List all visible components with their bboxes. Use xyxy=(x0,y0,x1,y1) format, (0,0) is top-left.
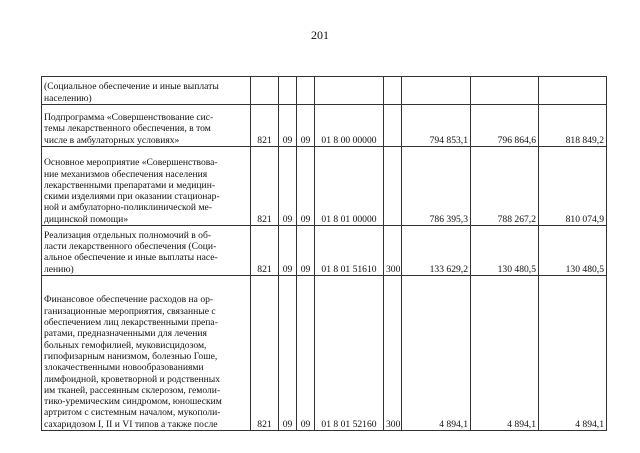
subsection-code-cell: 09 xyxy=(297,226,315,276)
amount-year2-cell: 796 864,6 xyxy=(471,105,539,147)
amount-year1-cell: 133 629,2 xyxy=(402,226,471,276)
item-name-line: дицинской помощи» xyxy=(44,213,129,225)
item-name-line: гипофизарным нанизмом, болезнью Гоше, xyxy=(44,350,218,362)
target-article-cell xyxy=(315,77,384,105)
item-name-line: Финансовое обеспечение расходов на ор- xyxy=(44,294,214,306)
item-name-line: обеспечением лиц лекарственными препа- xyxy=(44,317,218,329)
item-name-line: им тканей, рассеянным склерозом, гемоли- xyxy=(44,384,221,396)
admin-code-cell: 821 xyxy=(251,276,279,431)
amount-year1-cell: 794 853,1 xyxy=(402,105,471,147)
item-name-line: артритом с системным началом, мукополи- xyxy=(44,407,221,419)
item-name-line: Подпрограмма «Совершенствование сис- xyxy=(44,112,214,124)
table-row xyxy=(42,105,607,147)
target-article-cell: 01 8 01 00000 xyxy=(315,147,384,226)
item-name-line: лимфоидной, кроветворной и родственных xyxy=(44,373,221,385)
amount-year2-cell: 788 267,2 xyxy=(471,147,539,226)
amount-year2-cell: 130 480,5 xyxy=(471,226,539,276)
subsection-code-cell: 09 xyxy=(297,276,315,431)
amount-year3-cell xyxy=(539,77,607,105)
amount-year3-cell: 130 480,5 xyxy=(539,226,607,276)
admin-code-cell: 821 xyxy=(251,147,279,226)
admin-code-cell: 821 xyxy=(251,105,279,147)
item-name-line: альное обеспечение и иные выплаты насе- xyxy=(44,252,218,264)
item-name-line: ратами, предназначенными для лечения xyxy=(44,328,207,340)
target-article-cell: 01 8 01 51610 xyxy=(315,226,384,276)
expense-type-cell: 300 xyxy=(384,276,402,431)
item-name-cell xyxy=(42,226,251,276)
target-article-cell: 01 8 00 00000 xyxy=(315,105,384,147)
budget-table xyxy=(41,76,607,431)
expense-type-cell: 300 xyxy=(384,226,402,276)
item-name-line: сахаридозом I, II и VI типов а также после xyxy=(44,418,218,430)
section-code-cell: 09 xyxy=(279,147,297,226)
section-code-cell: 09 xyxy=(279,226,297,276)
amount-year3-cell: 810 074,9 xyxy=(539,147,607,226)
subsection-code-cell: 09 xyxy=(297,147,315,226)
item-name-line: ласти лекарственного обеспечения (Соци- xyxy=(44,241,217,253)
expense-type-cell xyxy=(384,105,402,147)
item-name-line: ной и амбулаторно-поликлинической ме- xyxy=(44,202,212,214)
amount-year1-cell: 4 894,1 xyxy=(402,276,471,431)
item-name-line: населению) xyxy=(44,92,92,104)
item-name-line: числе в амбулаторных условиях» xyxy=(44,134,180,146)
subsection-code-cell: 09 xyxy=(297,105,315,147)
item-name-line: лению) xyxy=(44,263,74,275)
item-name-line: лекарственными препаратами и медицин- xyxy=(44,179,216,191)
item-name-line: темы лекарственного обеспечения, в том xyxy=(44,123,211,135)
section-code-cell xyxy=(279,77,297,105)
item-name-cell xyxy=(42,77,251,105)
table-row xyxy=(42,226,607,276)
table-row xyxy=(42,276,607,431)
item-name-line: (Социальное обеспечение и иные выплаты xyxy=(44,81,219,93)
item-name-line: скими изделиями при оказании стационар- xyxy=(44,191,220,203)
item-name-line: Реализация отдельных полномочий в об- xyxy=(44,229,212,241)
amount-year2-cell xyxy=(471,77,539,105)
item-name-line: ганизационные мероприятия, связанные с xyxy=(44,305,216,317)
amount-year1-cell xyxy=(402,77,471,105)
page-number: 201 xyxy=(311,28,329,42)
admin-code-cell: 821 xyxy=(251,226,279,276)
admin-code-cell xyxy=(251,77,279,105)
table-row xyxy=(42,147,607,226)
amount-year1-cell: 786 395,3 xyxy=(402,147,471,226)
section-code-cell: 09 xyxy=(279,105,297,147)
item-name-cell xyxy=(42,105,251,147)
item-name-line: Основное мероприятие «Совершенствова- xyxy=(44,157,218,169)
amount-year2-cell: 4 894,1 xyxy=(471,276,539,431)
amount-year3-cell: 818 849,2 xyxy=(539,105,607,147)
item-name-cell xyxy=(42,147,251,226)
amount-year3-cell: 4 894,1 xyxy=(539,276,607,431)
table-row xyxy=(42,77,607,105)
subsection-code-cell xyxy=(297,77,315,105)
target-article-cell: 01 8 01 52160 xyxy=(315,276,384,431)
item-name-line: больных гемофилией, муковисцидозом, xyxy=(44,339,207,351)
item-name-cell xyxy=(42,276,251,431)
item-name-line: тико-уремическим синдромом, юношеским xyxy=(44,396,222,408)
expense-type-cell xyxy=(384,147,402,226)
item-name-line: ние механизмов обеспечения населения xyxy=(44,168,208,180)
section-code-cell: 09 xyxy=(279,276,297,431)
expense-type-cell xyxy=(384,77,402,105)
item-name-line: злокачественными новообразованиями xyxy=(44,362,204,374)
